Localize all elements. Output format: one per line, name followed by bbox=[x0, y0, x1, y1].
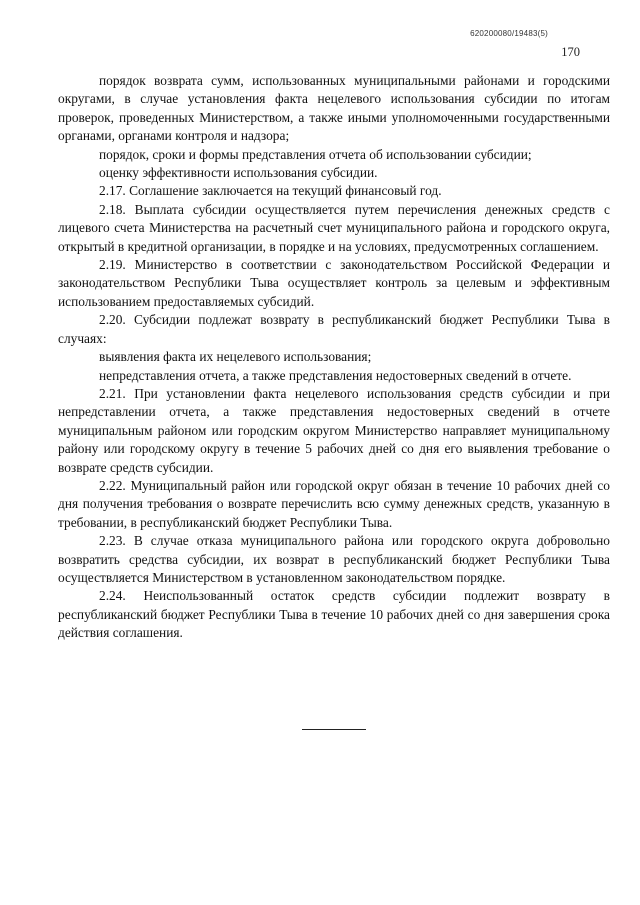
paragraph: оценку эффективности использования субсидии. bbox=[99, 165, 378, 181]
paragraph: 2.17. Соглашение заключается на текущий финансовый год. bbox=[99, 183, 442, 199]
paragraph: порядок возврата сумм, использованных муниципальными районами и городскими округами, в случае установления факта нецелевого использования субсидии по итогам проверок, проведенных Министерством, а также иными уполномоченными государственными органами, органами контроля и надзора; bbox=[58, 73, 610, 144]
paragraph: непредставления отчета, а также представления недостоверных сведений в отчете. bbox=[99, 367, 572, 383]
paragraph: выявления факта их нецелевого использования; bbox=[99, 349, 372, 365]
document-id: 620200080/19483(5) bbox=[470, 29, 548, 38]
paragraph: 2.18. Выплата субсидии осуществляется путем перечисления денежных средств с лицевого счета Министерства на расчетный счет муниципального района и городского округа, открытый в кредитной организации, в порядке и на условиях, предусмотренных соглашением. bbox=[58, 201, 610, 254]
paragraph: 2.21. При установлении факта нецелевого использования средств субсидии и при непредставлении отчета, а также представления недостоверных сведений в отчете муниципальным районом или городским округом Министерство направляет муниципальному району или городскому округу в течение 5 рабочих дней со дня его выявления требование о возврате средств субсидии. bbox=[58, 385, 610, 475]
paragraph: 2.24. Неиспользованный остаток средств субсидии подлежит возврату в республиканский бюджет Республики Тыва в течение 10 рабочих дней со дня завершения срока действия соглашения. bbox=[58, 588, 610, 641]
document-body bbox=[58, 72, 610, 643]
closing-divider bbox=[302, 729, 366, 730]
paragraph: порядок, сроки и формы представления отчета об использовании субсидии; bbox=[99, 146, 532, 162]
paragraph: 2.22. Муниципальный район или городской округ обязан в течение 10 рабочих дней со дня получения требования о возврате перечислить всю сумму денежных средств, указанную в требовании, в республиканский бюджет Республики Тыва. bbox=[58, 477, 610, 530]
paragraph: 2.20. Субсидии подлежат возврату в республиканский бюджет Республики Тыва в случаях: bbox=[58, 312, 610, 346]
page-number: 170 bbox=[561, 45, 580, 59]
paragraph: 2.19. Министерство в соответствии с законодательством Российской Федерации и законодательством Республики Тыва осуществляет контроль за целевым и эффективным использованием предоставляемых субсидий. bbox=[58, 257, 610, 309]
paragraph: 2.23. В случае отказа муниципального района или городского округа добровольно возвратить средства субсидии, их возврат в республиканский бюджет Республики Тыва осуществляется Министерством в установленном законодательством порядке. bbox=[58, 533, 610, 585]
